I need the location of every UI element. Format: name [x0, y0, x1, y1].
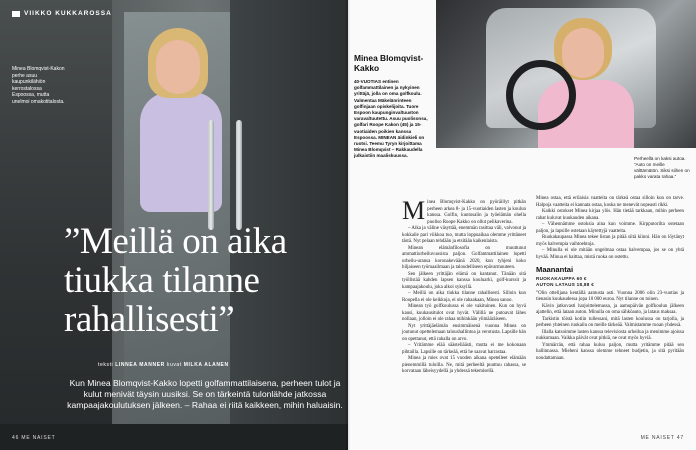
section-bar-icon [12, 11, 20, 17]
body-paragraph: Minea ja mies ovat 15 vuoden aikana opetelleet elämään pienemmillä tuloilla. Ne, mitä perheeltä puuttuu rahassa, se korvataan läheisyydellä ja yhdessä tekemisellä. [402, 356, 526, 374]
door-handle-right [236, 120, 242, 230]
photo-caption-left: Minea Blomqvist-Kakon perhe asuu kaupunkilähiön kerrostalossa Espoossa, mutta unelmoi omakotitalosta. [12, 66, 65, 105]
photo-caption-right: Perheellä on kaksi autoa. ”Auto on meille välttämätön. Siksi siihen on pakko varata rahaa.” [634, 156, 690, 179]
door-handle-left [208, 120, 214, 230]
body-paragraph: Minean elämänfilosofia on muuttunut ammattiurheiluvuosista paljon. Golfammattilainen lopetti urheilu-uransa koronakeväänä 2020, kun tyhjeni koko hiljaiseen työmaailmaan ja taloudelliseen epävarmuuteen. [402, 245, 526, 270]
drop-cap: M [402, 196, 426, 225]
body-paragraph: – Aika ja väline väsyttää, enemmän rasittaa väli, valvonut ja kokkaile pari viikkoa tuo, mutta loppuaikaa olemme yrittäneet tästä. Nyt pelaan tehdään ja etsitään kaikenlaista. [402, 226, 526, 244]
body-paragraph: Ymmärrän, että rahaa kuluu paljon, mutta yritämme pitää sen hallinnassa. Mieheni kanssa olemme tehneet budjetin, ja sitä pyritään noudattamaan. [536, 342, 684, 361]
profile-box [354, 54, 432, 160]
car-photo [436, 0, 696, 148]
profile-text: 40-VUOTIAS entinen golfammattilainen ja nykyinen yrittäjä, jolla on oma golfkoulu. Valmentaa Mäkelänrinteen golfinjaan opiskelijoita. Tuore Espoon kaupunginvaltuuston varavaltuutettu. Asuu puolisonsa, golfari Roope Kakon (45) ja 15-vuotiaiden poikien kanssa Espoossa. MINEAN äidinkieli on ruotsi. Teemu Tyryn kirjoittama Minea Blomqvist – Rakkaudella julkaistiin maaliskuussa. [354, 79, 428, 159]
body-paragraph: – Minulla ei ole mitään ongelmaa ostaa halvempaa, jos se on yhtä hyvää. Minua ei haittaa, mistä ruoka on ostettu. [536, 248, 684, 260]
body-paragraph: – Meillä on aika tiukka tilanne rahallisesti. Silloin kun Roopella ei ole keikkoja, ei ole rahaakaan, Minea sanoo. [402, 291, 526, 303]
section-label-text: VIIKKO KUKKAROSSA [24, 10, 112, 17]
body-paragraph: Kaikki ostokset Minea kirjaa ylös. Hän tietää tarkkaan, mihin perheen rahat kuluvat kuukauden aikana. [536, 209, 684, 221]
body-column-2 [536, 196, 684, 362]
day-subhead: Maanantai [536, 265, 574, 274]
car-person-face-photo [562, 28, 604, 78]
expense-fact: RUOKAKAUPPA 60 € AUTON LATAUS 18,88 € [536, 275, 595, 287]
profile-name: Minea Blomqvist-Kakko [354, 53, 424, 73]
lead-paragraph: Kun Minea Blomqvist-Kakko lopetti golfammattilaisena, perheen tulot ja kulut menivät täysin uusiksi. Se on tärkeintä tulonlähde jatkossa kampaajakoulutuksen jälkeen. – Rahaa ei riitä kaikkeen, mihin haluaisin. [67, 378, 343, 410]
body-paragraph: Kävin jatkuvasti harjoittelemassa, ja aamupäivän golfkoulun jälkeen ajattelin, että lataan auton. Minulla on oma sähköauto, ja lataus maksaa. [536, 303, 684, 315]
credits-photo-name: MILKA ALANEN [183, 362, 229, 368]
credits-text-name: LINNEA MANNER [115, 362, 165, 368]
body-paragraph: Nyt yrittäjäelämän ensimmäisenä vuonna Minea on joutunut opettelemaan taloushallintoa ja verotusta. Lapsille hän on opettanut, että rahalla on arvo. [402, 323, 526, 342]
steering-wheel-photo [506, 60, 576, 130]
body-paragraph: Ruokakaupassa Minea tekee listan ja pitää siitä kiinni. Hän on löytänyt myös halvempia vaihtoehtoja. [536, 235, 684, 247]
body-paragraph: Minea ostaa, että erilaisia vaatteita on tärkeä ostaa silloin kun on tarve. Halpoja vaatteita ei kannata ostaa, koska ne menevät nopeasti rikki. [536, 196, 684, 208]
folio-left: 46 ME NAISET [12, 435, 56, 441]
credits-text-label: teksti [98, 362, 114, 368]
body-paragraph: Minea Blomqvist-Kakko on pyöräillyt pitkän perheen arkea 8- ja 15-vuotiaiden lasten ja koulun kanssa. Golfin, kuntosalin ja työelämän ohella puoliso Roope Kakko on ollut pelikaverina. [402, 196, 526, 225]
folio-right: ME NAISET 47 [640, 435, 684, 441]
headline: ”Meillä on aika tiukka tilanne rahallisesti” [64, 221, 287, 340]
body-paragraph: Minean työ golfkoulussa ei ole vakituinen. Kun on hyvä kausi, kuukausitulot ovat hyvät. Välillä ne putoavat lähes nollaan, jolloin ei ole rahaa mihinkään ylimääräiseen. [402, 304, 526, 322]
body-paragraph: – Vähennämme ostoksia aina kun voimme. Kirpputorilta ostetaan paljon, ja lapsille ostetaan käytettyjä vaatteita. [536, 222, 684, 234]
body-paragraph: – Yritämme elää säästeliäästi, mutta ei me kokonaan pihtailla. Lapsille on tärkeää, että he saavat harrastaa. [402, 343, 526, 355]
person-face-photo [156, 40, 200, 94]
page-gutter [346, 0, 350, 450]
body-paragraph: Tarkistin töistä kotiin tullessani, mitä lasten koulussa on tarjolla, ja perheen yhteinen ruokailu on meille tärkeää. Valmistamme ruoan yhdessä. [536, 316, 684, 328]
body-paragraph: Illalla katsoimme lasten kanssa televisiosta urheilua ja menimme ajoissa nukkumaan. Vaikka päivät ovat pitkiä, ne ovat myös hyviä. [536, 329, 684, 341]
body-paragraph: Sen jälkeen yrittäjän elämä on kantanut. Tänään sitä työllistää kahden lapsen kanssa kouluarki, golf-kurssit ja kampaajakoulu, joka alkoi syksyllä. [402, 271, 526, 290]
right-page [348, 0, 696, 450]
section-label [12, 10, 112, 17]
body-column-1 [402, 196, 526, 376]
credits [98, 362, 229, 368]
credits-photo-label: kuvat [166, 362, 182, 368]
body-paragraph: ”Olin ottelijana kentällä aamusta asti. Vuonna 2006 olin 23-vuotias ja tienasin kuukaudessa jopa 10 000 euroa. Nyt tilanne on toinen. [536, 290, 684, 302]
